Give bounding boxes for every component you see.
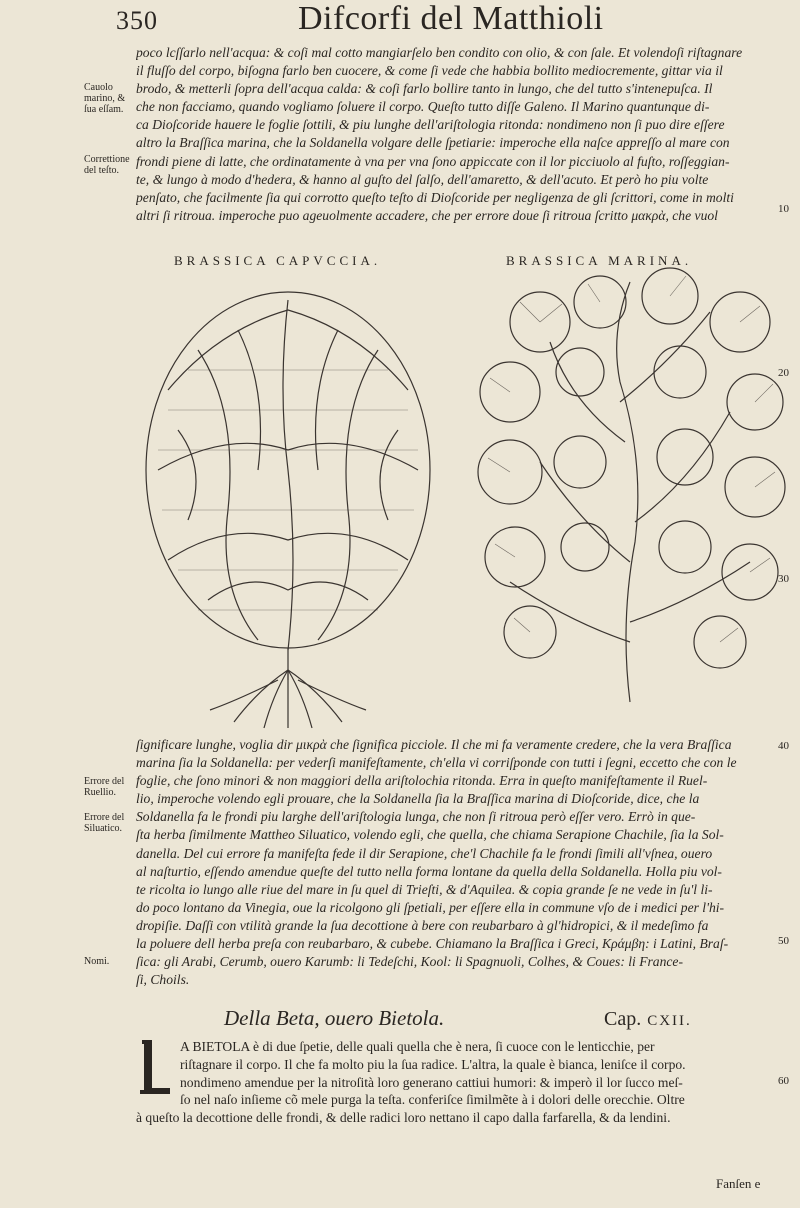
text-line: A BIETOLA è di due ſpetie, delle quali quella che è nera, ſi cuoce con le lenticchie, per [180,1039,655,1054]
cabbage-illustration [138,270,438,730]
margin-note-correttione: Correttione del teſto. [84,154,130,176]
line-number: 60 [778,1075,789,1087]
text-line: te, & lungo à modo d'hedera, & hanno al guſto del ſalſo, dell'amaretto, & dell'acuto. Et però ho piu volte [136,171,709,187]
text-line: frondi piene di latte, che ordinatamente à vna per vna ſono appiccate con il lor picciuolo al fuſto, roſſeggian- [136,153,730,169]
text-line: ſta herba ſimilmente Mattheo Siluatico, volendo egli, che quella, che chiama Serapione Chachile, ſia la Sol- [136,827,724,843]
line-number: 20 [778,367,789,379]
margin-note-nomi: Nomi. [84,956,110,967]
margin-note-cauolo: Cauolo marino, & ſua eſſam. [84,82,126,115]
top-text-block [136,44,766,225]
text-line: che non facciamo, quando vogliamo ſoluere il corpo. Queſto tutto diſſe Galeno. Il Marino quantunque di- [136,99,710,115]
text-line: al naſturtio, eſſendo amendue queſte del tutto nella forma lontane da quella della Soldanella. Holla piu vol- [136,863,722,879]
chapter-cap-label: Cap. [604,1008,642,1030]
text-line: Soldanella fa le frondi piu larghe dell'ariſtologia lunga, che non ſi ritroua però eſſer vero. Errò in que- [136,809,696,825]
text-line: riſtagnare il corpo. Il che fa molto piu la ſua radice. L'altra, la quale è bianca, leniſce il corpo. [180,1056,686,1072]
page-number: 350 [116,6,158,35]
text-line: altri ſi ritroua. imperoche puo ageuolmente accadere, che per errore doue ſi ritroua ſcritto μακρὰ, che vuol [136,207,718,223]
soldanella-illustration [470,262,790,712]
text-line: ſo nel naſo inſieme cõ mele purga la teſta. conferiſce ſimilmẽte à i dolori delle orecchie. Oltre [180,1092,685,1108]
middle-text-block [136,736,766,989]
line-number: 30 [778,573,789,585]
text-line: foglie, che ſono minori & non maggiori della ariſtolochia ritonda. Erra in queſto manifeſtamente il Ruel- [136,773,708,789]
caption-brassica-capuccia: BRASSICA CAPVCCIA. [174,253,382,268]
text-line: la poluere dell herba preſa con reubarbaro, & cubebe. Chiamano la Braſſica i Greci, Κράμβη: i Latini, Braſ- [136,936,729,952]
text-line: te ricolta io lungo alle riue del mare in ſu quel di Trieſti, & d'Aquilea. & copia grande ſe ne vede in ſu'l li- [136,881,713,897]
text-line: ſignificare lunghe, voglia dir μικρὰ che ſignifica picciole. Il che mi fa veramente credere, che la vera Braſſica [136,737,732,752]
text-line: altro la Braſſica marina, che la Soldanella volgare delle ſpetiarie: imperoche ella naſce appreſſo al mare con [136,135,730,151]
text-line: brodo, & metterli ſopra dell'acqua calda: & coſi farlo bollire tanto in lungo, che del tutto s'intenериſca. Il [136,81,713,97]
text-line: il fluſſo del corpo, biſogna farlo ben cuocere, & come ſi vede che habbia bollito mediocremente, gittar via il [136,63,723,79]
text-line: à queſto la decottione delle frondi, & delle radici loro nettano il capo dalla farfarella, & da lendini. [136,1110,671,1126]
text-line: marina ſia la Soldanella: per vederſi manifeſtamente, ch'ella vi corriſponde con tutti i ſegni, eccetto che con le [136,755,737,771]
text-line: nondimeno amendue per la nitroſità loro generano cattiui humori: & imperò il lor ſucco meſ- [180,1074,683,1090]
caption-brassica-marina: BRASSICA MARINA. [506,253,693,268]
chapter-cap-number: CXII. [647,1013,692,1029]
line-number: 10 [778,203,789,215]
margin-note-errore-siluatico: Errore del Siluatico. [84,812,125,834]
text-line: ca Dioſcoride hauere le foglie ſottili, & piu lunghe dell'ariſtologia ritonda: nondimeno non ſi puo dire eſſere [136,117,725,133]
chapter-number [604,1008,692,1031]
text-line: lio, imperoche volendo egli prouare, che la Soldanella ſia la Braſſica marina di Dioſcoride, dice, che la [136,791,700,807]
text-line: do poco lontano da Vinegia, oue la ricolgono gli ſpetiali, per eſſere ella in commune vſo de i medici per l'hi- [136,899,725,915]
running-head: Difcorfi del Matthioli [298,0,604,37]
text-line: poco lcſſarlo nell'acqua: & coſi mal cotto mangiarſelo ben condito con olio, & con ſale. Et volendoſi riſtagnare [136,45,743,60]
line-number: 40 [778,740,789,752]
text-line: penſato, che facilmente ſia qui corrotto queſto teſto di Dioſcoride per negligenza de gli ſcrittori, come in molti [136,189,734,205]
catchword: Fanſen e [716,1176,761,1191]
text-line: ſica: gli Arabi, Cerumb, ouero Karumb: li Tedeſchi, Kool: li Spagnuoli, Colhes, & Coues: li France- [136,954,683,970]
line-number: 50 [778,935,789,947]
body-text-block [136,1038,764,1127]
chapter-title: Della Beta, ouero Bietola. [224,1006,445,1030]
text-line: ſi, Choils. [136,972,190,988]
text-line: danella. Del cui errore fa manifeſta fede il dir Serapione, che'l Chachile fa le frondi ſimili all'vſnea, ouero [136,845,713,861]
text-line: dropiſie. Daſſi con vtilità grande la ſua decottione à bere con reubarbaro à gl'hidropici, & il medeſimo fa [136,917,709,933]
margin-note-errore-ruellio: Errore del Ruellio. [84,776,125,798]
